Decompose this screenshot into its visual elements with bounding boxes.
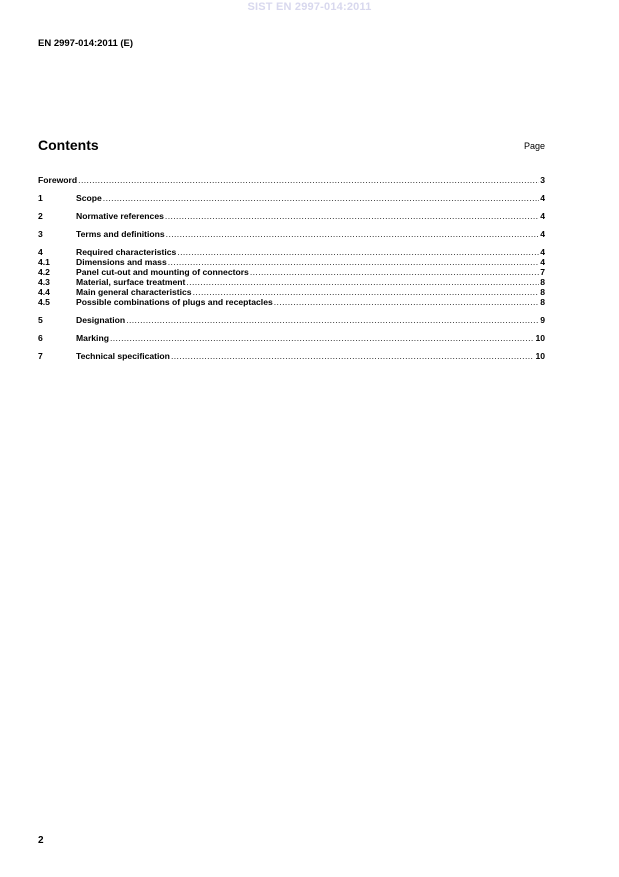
toc-entry-page: 4	[540, 211, 545, 221]
toc-entry-possible-combinations[interactable]	[38, 297, 545, 307]
toc-entry-number: 3	[38, 229, 43, 239]
toc-entry-page: 4	[540, 257, 545, 267]
toc-entry-page: 7	[540, 267, 545, 277]
toc-dot-leader	[186, 277, 539, 287]
toc-entry-required-characteristics[interactable]	[38, 247, 545, 257]
toc-entry-title: Foreword	[38, 175, 78, 185]
toc-entry-number: 4.2	[38, 267, 50, 277]
page-column-label: Page	[523, 141, 545, 151]
toc-entry-number: 1	[38, 193, 43, 203]
toc-entry-material-surface-treatment[interactable]	[38, 277, 545, 287]
toc-entry-title: Required characteristics	[76, 247, 177, 257]
toc-dot-leader	[165, 211, 539, 221]
table-of-contents	[38, 175, 545, 361]
toc-entry-page: 4	[540, 229, 545, 239]
toc-entry-normative-references[interactable]	[38, 211, 545, 221]
toc-entry-title: Designation	[76, 315, 126, 325]
toc-entry-scope[interactable]	[38, 193, 545, 203]
toc-entry-page: 8	[540, 297, 545, 307]
toc-entry-title: Technical specification	[76, 351, 170, 361]
toc-entry-title: Scope	[76, 193, 102, 203]
toc-entry-title: Marking	[76, 333, 109, 343]
toc-dot-leader	[177, 247, 539, 257]
toc-entry-page: 8	[540, 277, 545, 287]
toc-entry-foreword[interactable]	[38, 175, 545, 185]
page-number: 2	[38, 835, 44, 846]
toc-entry-title: Dimensions and mass	[76, 257, 167, 267]
toc-entry-page: 4	[540, 193, 545, 203]
contents-title: Contents	[38, 137, 99, 153]
toc-entry-number: 5	[38, 315, 43, 325]
toc-entry-number: 4	[38, 247, 43, 257]
toc-entry-title: Normative references	[76, 211, 164, 221]
toc-entry-title: Main general characteristics	[76, 287, 192, 297]
toc-entry-title: Panel cut-out and mounting of connectors	[76, 267, 249, 277]
toc-entry-terms-and-definitions[interactable]	[38, 229, 545, 239]
toc-entry-number: 4.3	[38, 277, 50, 287]
toc-entry-page: 3	[540, 175, 545, 185]
toc-entry-dimensions-and-mass[interactable]	[38, 257, 545, 267]
toc-entry-number: 4.4	[38, 287, 50, 297]
toc-entry-page: 10	[535, 333, 545, 343]
document-id: EN 2997-014:2011 (E)	[38, 38, 134, 49]
toc-entry-number: 6	[38, 333, 43, 343]
toc-entry-number: 7	[38, 351, 43, 361]
toc-dot-leader	[171, 351, 535, 361]
toc-entry-page: 4	[540, 247, 545, 257]
toc-dot-leader	[250, 267, 539, 277]
toc-entry-page: 8	[540, 287, 545, 297]
toc-entry-title: Material, surface treatment	[76, 277, 186, 287]
toc-entry-page: 9	[540, 315, 545, 325]
toc-dot-leader	[78, 175, 539, 185]
toc-dot-leader	[166, 229, 540, 239]
toc-entry-main-general-characteristics[interactable]	[38, 287, 545, 297]
toc-dot-leader	[103, 193, 539, 203]
toc-dot-leader	[274, 297, 539, 307]
toc-dot-leader	[168, 257, 539, 267]
toc-dot-leader	[193, 287, 540, 297]
toc-dot-leader	[126, 315, 539, 325]
toc-entry-technical-specification[interactable]	[38, 351, 545, 361]
toc-entry-number: 4.1	[38, 257, 50, 267]
toc-entry-number: 2	[38, 211, 43, 221]
toc-entry-title: Possible combinations of plugs and receptacles	[76, 297, 273, 307]
toc-entry-designation[interactable]	[38, 315, 545, 325]
watermark: SIST EN 2997-014:2011	[247, 1, 372, 13]
toc-dot-leader	[110, 333, 534, 343]
toc-entry-number: 4.5	[38, 297, 50, 307]
toc-entry-panel-cut-out[interactable]	[38, 267, 545, 277]
toc-entry-marking[interactable]	[38, 333, 545, 343]
toc-entry-title: Terms and definitions	[76, 229, 165, 239]
toc-entry-page: 10	[535, 351, 545, 361]
